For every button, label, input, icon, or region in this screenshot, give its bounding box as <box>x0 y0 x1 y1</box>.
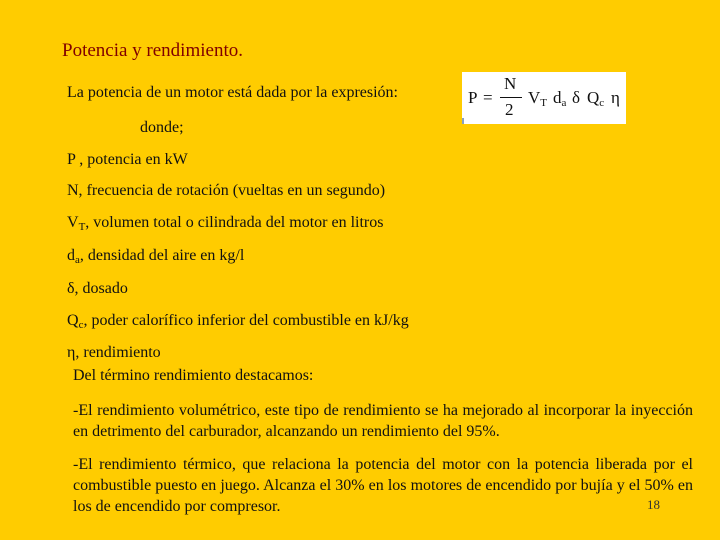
formula-eta: η <box>611 88 620 107</box>
donde-label: donde; <box>140 119 184 136</box>
paragraph-volumetric: -El rendimiento volumétrico, este tipo de rendimiento se ha mejorado al incorporar la inyección en detrimento del carburador, alcanzando un rendimiento del 95%. <box>73 402 693 440</box>
def-volume: $V_T$, volumen total o cilindrada del motor en litros <box>67 214 384 233</box>
formula-equals: = <box>483 88 493 107</box>
formula-vt: $V_T$ <box>528 88 548 109</box>
def-efficiency: η, rendimiento <box>67 344 161 361</box>
def-frequency: N, frecuencia de rotación (vueltas en un segundo) <box>67 182 386 199</box>
formula-qc: $Q_c$ <box>587 88 605 109</box>
intro-text: La potencia de un motor está dada por la expresión: <box>67 84 398 101</box>
def-power: P , potencia en kW <box>67 151 188 168</box>
page-number: 18 <box>647 497 660 512</box>
destacamos-text: Del término rendimiento destacamos: <box>73 367 314 384</box>
slide-title: Potencia y rendimiento. <box>62 40 243 61</box>
formula-delta: δ <box>572 88 581 107</box>
fraction-bar <box>500 97 522 98</box>
def-calorific: $Q_c$, poder calorífico inferior del combustible en kJ/kg <box>67 312 409 331</box>
paragraph-thermal: -El rendimiento térmico, que relaciona la potencia del motor con la potencia liberada por el combustible puesto en juego. Alcanza el 30% en los motores de encendido por bujía y el 50% en los de encendido por compresor. <box>73 456 693 515</box>
formula-denominator: 2 <box>505 100 514 119</box>
def-air-density: $d_a$, densidad del aire en kg/l <box>67 247 245 266</box>
formula-corner-mark <box>462 118 464 124</box>
def-dosado: δ, dosado <box>67 280 128 297</box>
formula-numerator: N <box>504 74 517 93</box>
formula-lhs: P <box>468 88 478 107</box>
formula-da: $d_a$ <box>553 88 567 109</box>
